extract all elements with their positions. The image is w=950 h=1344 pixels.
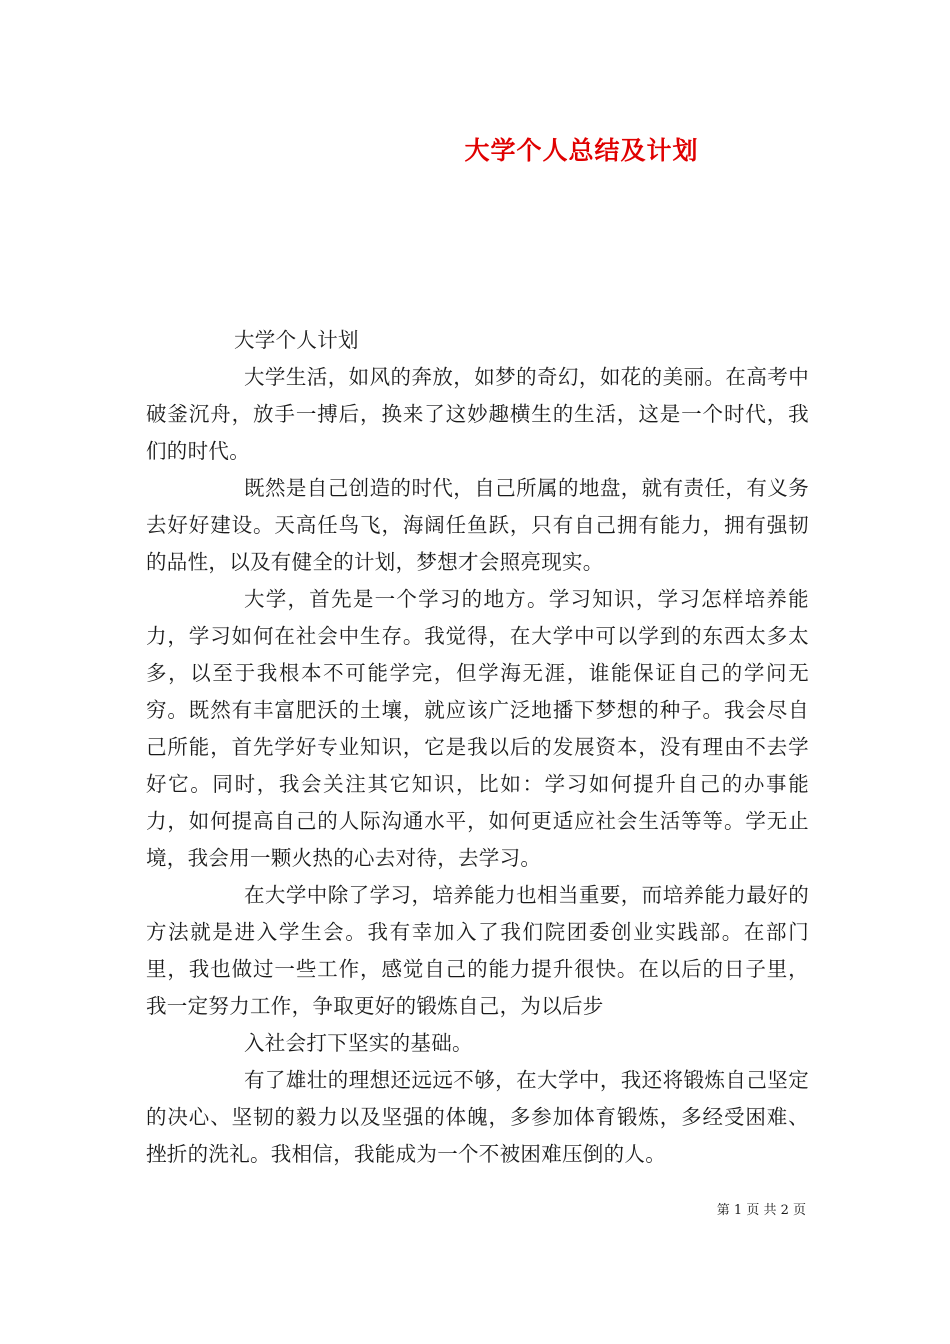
paragraph-2: 既然是自己创造的时代，自己所属的地盘，就有责任，有义务去好好建设。天高任鸟飞，海阔任鱼跃，只有自己拥有能力，拥有强韧的品性，以及有健全的计划，梦想才会照亮现实。 (146, 476, 809, 574)
document-body (146, 322, 809, 1173)
paragraph-3: 大学，首先是一个学习的地方。学习知识，学习怎样培养能力，学习如何在社会中生存。我觉得，在大学中可以学到的东西太多太多，以至于我根本不可能学完，但学海无涯，谁能保证自己的学问无穷。既然有丰富肥沃的土壤，就应该广泛地播下梦想的种子。我会尽自己所能，首先学好专业知识，它是我以后的发展资本，没有理由不去学好它。同时，我会关注其它知识，比如：学习如何提升自己的办事能力，如何提高自己的人际沟通水平，如何更适应社会生活等等。学无止境，我会用一颗火热的心去对待，去学习。 (146, 587, 809, 870)
paragraph-4-continuation: 入社会打下坚实的基础。 (244, 1031, 473, 1055)
document-title: 大学个人总结及计划 (464, 136, 699, 165)
page-number-footer: 第 1 页 共 2 页 (716, 1203, 806, 1218)
paragraph-1: 大学生活，如风的奔放，如梦的奇幻，如花的美丽。在高考中破釜沉舟，放手一搏后，换来了这妙趣横生的生活，这是一个时代，我们的时代。 (146, 365, 809, 463)
paragraph-4: 在大学中除了学习，培养能力也相当重要，而培养能力最好的方法就是进入学生会。我有幸加入了我们院团委创业实践部。在部门里，我也做过一些工作，感觉自己的能力提升很快。在以后的日子里，我一定努力工作，争取更好的锻炼自己，为以后步 (146, 883, 809, 1018)
paragraph-5: 有了雄壮的理想还远远不够，在大学中，我还将锻炼自己坚定的决心、坚韧的毅力以及坚强的体魄，多参加体育锻炼，多经受困难、挫折的洗礼。我相信，我能成为一个不被困难压倒的人。 (146, 1068, 809, 1166)
section-heading: 大学个人计划 (234, 328, 359, 352)
